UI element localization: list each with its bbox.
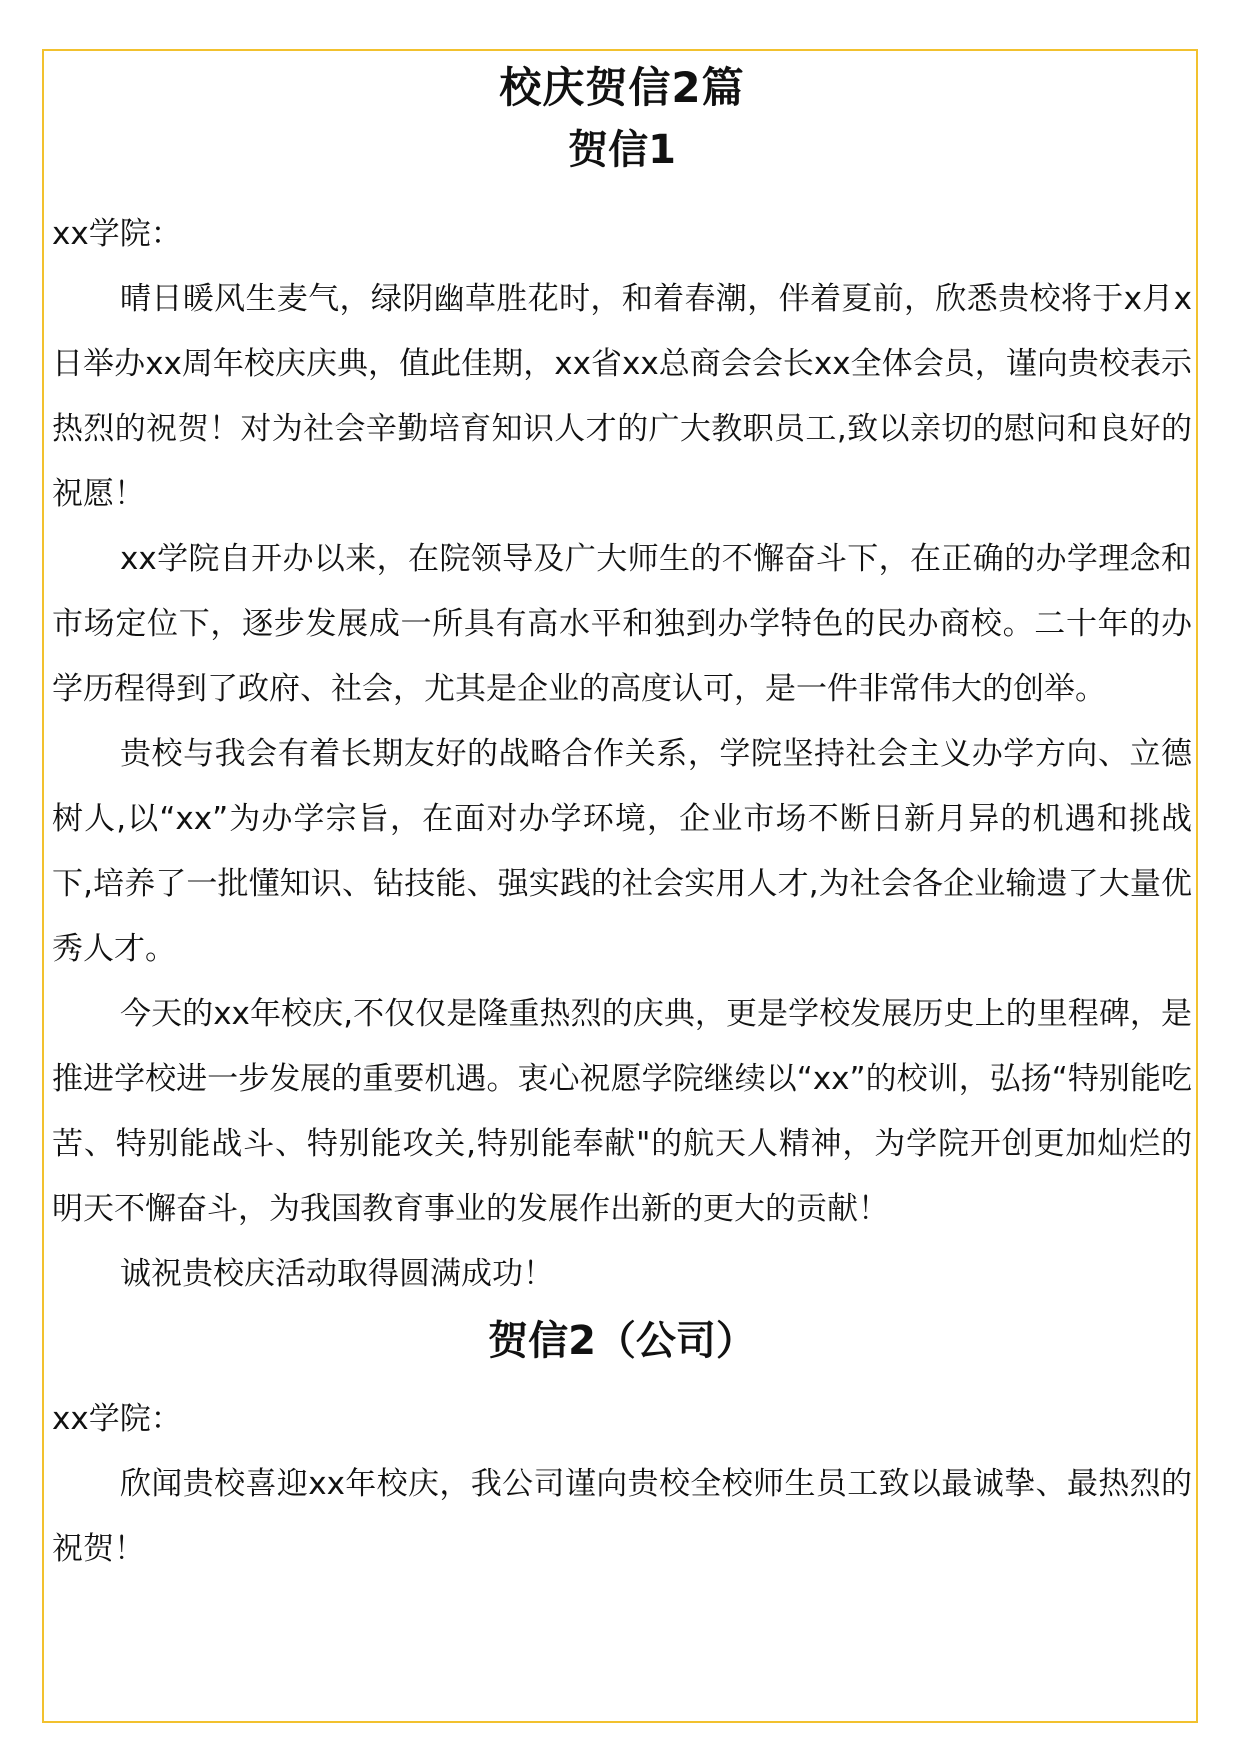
letter-1-paragraph-5: 诚祝贵校庆活动取得圆满成功！ — [120, 1256, 554, 1292]
letter-1-title: 贺信1 — [568, 127, 676, 173]
letter-1 — [52, 118, 1192, 1307]
letter-2-title: 贺信2（公司） — [488, 1318, 756, 1364]
letter-1-salutation: xx学院： — [52, 216, 182, 252]
letter-1-paragraph-3: 贵校与我会有着长期友好的战略合作关系，学院坚持社会主义办学方向、立德树人,以“xx”为办学宗旨，在面对办学环境，企业市场不断日新月异的机遇和挑战下,培养了一批懂知识、钻技能、强实践的社会实用人才,为社会各企业输遗了大量优秀人才。 — [52, 736, 1192, 967]
letter-1-paragraph-2: xx学院自开办以来，在院领导及广大师生的不懈奋斗下，在正确的办学理念和市场定位下，逐步发展成一所具有高水平和独到办学特色的民办商校。二十年的办学历程得到了政府、社会，尤其是企业的高度认可，是一件非常伟大的创举。 — [52, 541, 1192, 707]
main-title: 校庆贺信2篇 — [499, 63, 745, 112]
letter-1-paragraph-1: 晴日暖风生麦气，绿阴幽草胜花时，和着春潮，伴着夏前，欣悉贵校将于x月x日举办xx周年校庆庆典，值此佳期，xx省xx总商会会长xx全体会员，谨向贵校表示热烈的祝贺！对为社会辛勤培育知识人才的广大教职员工,致以亲切的慰问和良好的祝愿！ — [52, 281, 1192, 512]
document-body — [52, 58, 1192, 1582]
letter-1-paragraph-4: 今天的xx年校庆,不仅仅是隆重热烈的庆典，更是学校发展历史上的里程碑，是推进学校进一步发展的重要机遇。衷心祝愿学院继续以“xx”的校训，弘扬“特别能吃苦、特别能战斗、特别能攻关,特别能奉献"的航天人精神，为学院开创更加灿烂的明天不懈奋斗，为我国教育事业的发展作出新的更大的贡献！ — [52, 996, 1192, 1227]
letter-2-salutation: xx学院： — [52, 1401, 182, 1437]
letter-2 — [52, 1309, 1192, 1582]
letter-2-paragraph-1: 欣闻贵校喜迎xx年校庆，我公司谨向贵校全校师生员工致以最诚挚、最热烈的祝贺！ — [52, 1466, 1192, 1567]
